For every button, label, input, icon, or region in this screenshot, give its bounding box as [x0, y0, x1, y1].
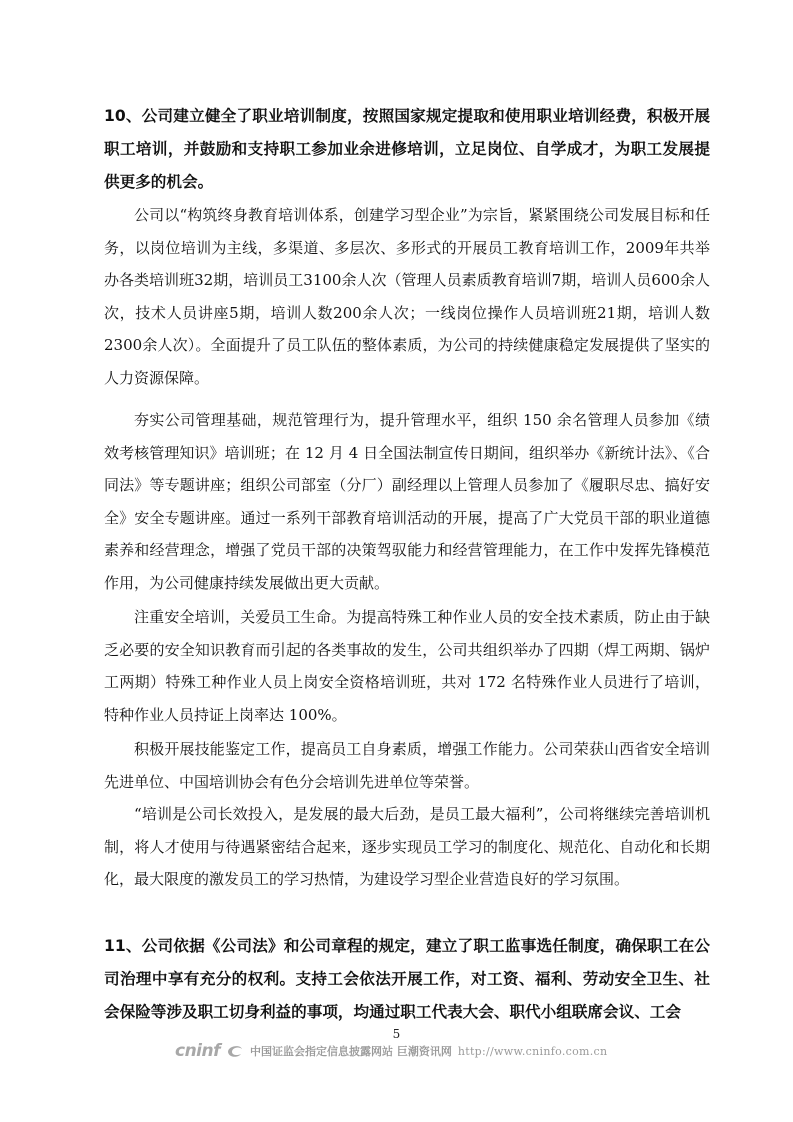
- section-heading-11: 11、公司依据《公司法》和公司章程的规定，建立了职工监事选任制度，确保职工在公司治理中享有充分的权利。支持工会依法开展工作，对工资、福利、劳动安全卫生、社会保险等涉及职工切身利益的事项，均通过职工代表大会、职代小组联席会议、工会: [104, 937, 710, 1021]
- cninfo-swirl-icon: [226, 1043, 244, 1059]
- footer-watermark: [175, 1041, 607, 1061]
- paragraph-skill-appraisal: 积极开展技能鉴定工作，提高员工自身素质，增强工作能力。公司荣获山西省安全培训先进单位、中国培训协会有色分会培训先进单位等荣誉。: [104, 740, 710, 791]
- paragraph-safety-training: 注重安全培训，关爱员工生命。为提高特殊工种作业人员的安全技术素质，防止由于缺乏必要的安全知识教育而引起的各类事故的发生，公司共组织举办了四期（焊工两期、锅炉工两期）特殊工种作业人员上岗安全资格培训班，共对 172 名特殊作业人员进行了培训，特种作业人员持证上岗率达 100%。: [104, 608, 710, 724]
- paragraph-training-system: 公司以“构筑终身教育培训体系，创建学习型企业”为宗旨，紧紧围绕公司发展目标和任务，以岗位培训为主线，多渠道、多层次、多形式的开展员工教育培训工作，2009年共举办各类培训班32期，培训员工3100余人次（管理人员素质教育培训7期，培训人员600余人次，技术人员讲座5期，培训人数200余人次；一线岗位操作人员培训班21期，培训人数2300余人次）。全面提升了员工队伍的整体素质，为公司的持续健康稳定发展提供了坚实的人力资源保障。: [104, 206, 710, 387]
- cninfo-logo-text: cninf: [175, 1041, 221, 1061]
- paragraph-management-training: 夯实公司管理基础，规范管理行为，提升管理水平，组织 150 余名管理人员参加《绩效考核管理知识》培训班；在 12 月 4 日全国法制宣传日期间，组织举办《新统计法》、《合同法》等专题讲座；组织公司部室（分厂）副经理以上管理人员参加了《履职尽忠、搞好安全》安全专题讲座。通过一系列干部教育培训活动的开展，提高了广大党员干部的职业道德素养和经营理念，增强了党员干部的决策驾驭能力和经营管理能力，在工作中发挥先锋模范作用，为公司健康持续发展做出更大贡献。: [104, 411, 710, 592]
- paragraph-training-outlook: “培训是公司长效投入，是发展的最大后劲，是员工最大福利”，公司将继续完善培训机制，将人才使用与待遇紧密结合起来，逐步实现员工学习的制度化、规范化、自动化和长期化，最大限度的激发员工的学习热情，为建设学习型企业营造良好的学习氛围。: [104, 805, 710, 888]
- footer-url[interactable]: http://www.cninfo.com.cn: [457, 1044, 608, 1058]
- page-number: 5: [392, 1027, 401, 1041]
- footer-site-name: 中国证监会指定信息披露网站 巨潮资讯网: [250, 1045, 452, 1058]
- section-heading-10: 10、公司建立健全了职业培训制度，按照国家规定提取和使用职业培训经费，积极开展职工培训，并鼓励和支持职工参加业余进修培训，立足岗位、自学成才，为职工发展提供更多的机会。: [104, 107, 710, 191]
